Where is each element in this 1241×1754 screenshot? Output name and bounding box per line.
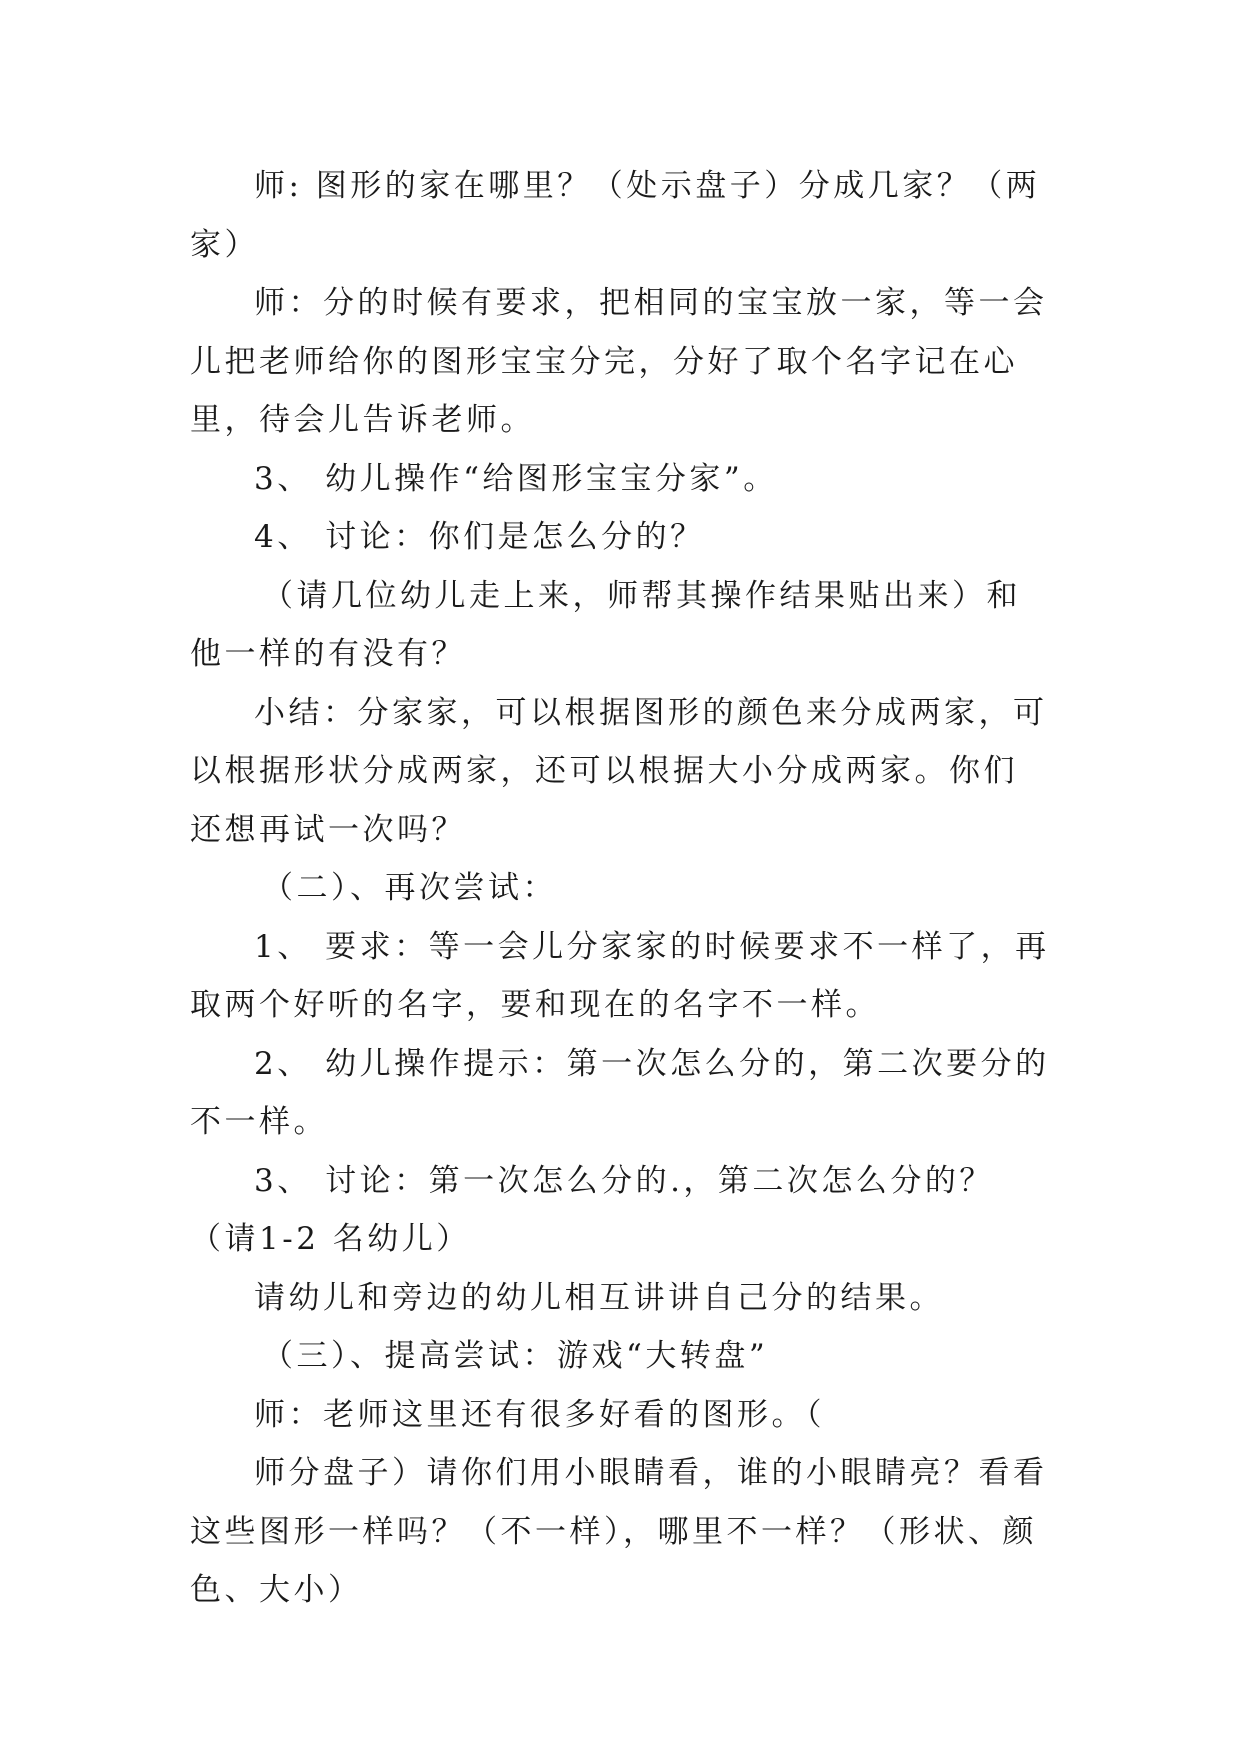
paragraph-teacher-shapes: 师：老师这里还有很多好看的图形。（ xyxy=(254,1396,825,1433)
paragraph-teacher-plates: 师分盘子）请你们用小眼睛看，谁的小眼睛亮？看看这些图形一样吗？（不一样），哪里不一样？（形状、颜色、大小） xyxy=(190,1455,1048,1608)
paragraph-teacher-requirement: 师：分的时候有要求，把相同的宝宝放一家，等一会儿把老师给你的图形宝宝分完，分好了取个名字记在心里，待会儿告诉老师。 xyxy=(190,285,1048,438)
paragraph-teacher-question: 师: 图形的家在哪里？（处示盘子）分成几家？（两家） xyxy=(190,168,1041,263)
paragraph-summary: 小结：分家家，可以根据图形的颜色来分成两家，可以根据形状分成两家，还可以根据大小分成两家。你们还想再试一次吗？ xyxy=(190,694,1048,848)
section-heading-3: （三）、提高尝试：游戏“大转盘” xyxy=(262,1338,769,1374)
document-body xyxy=(190,157,1052,1620)
paragraph-step-2-hint: 2、 幼儿操作提示：第一次怎么分的，第二次要分的不一样。 xyxy=(190,1045,1050,1140)
paragraph-invite-children: （请几位幼儿走上来，师帮其操作结果贴出来）和他一样的有没有？ xyxy=(190,577,1021,672)
paragraph-step-3: 3、 幼儿操作“给图形宝宝分家”。 xyxy=(254,460,778,497)
section-heading-2: （二）、再次尝试： xyxy=(262,870,557,906)
paragraph-step-3-discussion: 3、 讨论：第一次怎么分的.，第二次怎么分的？（请1-2 名幼儿） xyxy=(190,1162,994,1257)
paragraph-share-results: 请幼儿和旁边的幼儿相互讲讲自己分的结果。 xyxy=(254,1279,944,1316)
paragraph-step-4: 4、 讨论：你们是怎么分的？ xyxy=(254,519,705,555)
paragraph-step-1-requirement: 1、 要求：等一会儿分家家的时候要求不一样了，再取两个好听的名字，要和现在的名字不一样。 xyxy=(190,928,1050,1023)
